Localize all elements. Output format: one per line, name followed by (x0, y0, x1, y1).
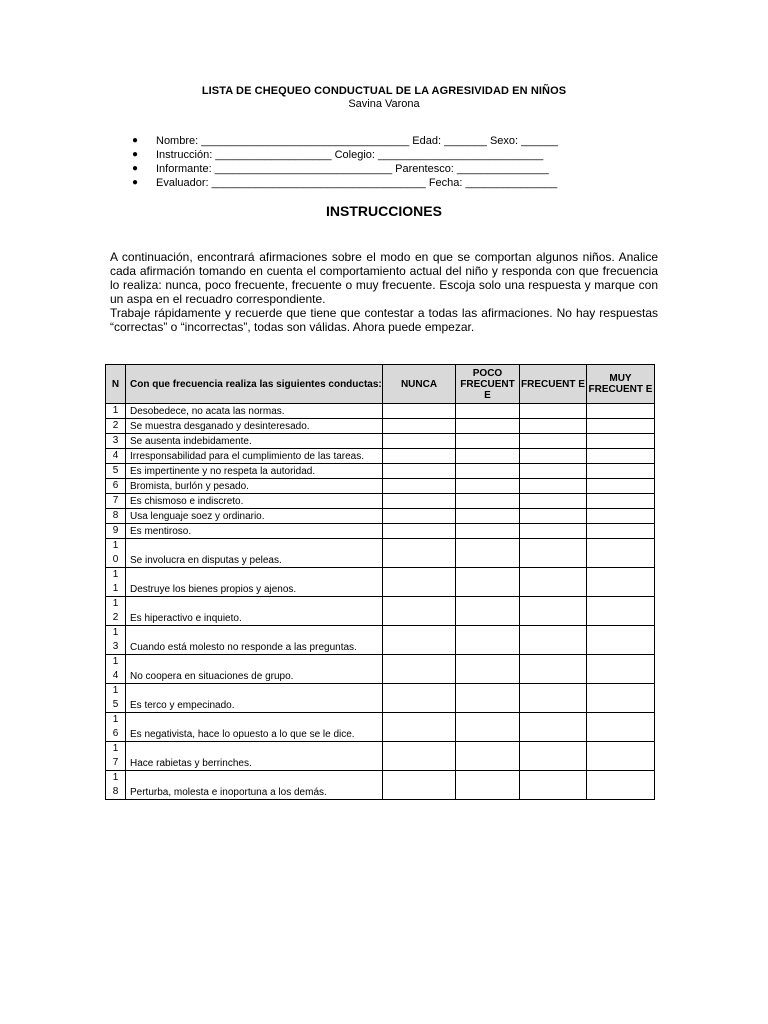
row-conduct: Bromista, burlón y pesado. (126, 479, 383, 494)
row-number: 13 (106, 626, 126, 655)
answer-box-muy-frecuente[interactable] (587, 713, 655, 742)
row-conduct: Destruye los bienes propios y ajenos. (126, 568, 383, 597)
answer-box-poco-frecuente[interactable] (456, 449, 520, 464)
answer-box-poco-frecuente[interactable] (456, 464, 520, 479)
answer-box-muy-frecuente[interactable] (587, 684, 655, 713)
row-conduct: Irresponsabilidad para el cumplimiento de las tareas. (126, 449, 383, 464)
row-conduct: Se involucra en disputas y peleas. (126, 539, 383, 568)
answer-box-poco-frecuente[interactable] (456, 419, 520, 434)
answer-box-nunca[interactable] (383, 742, 456, 771)
table-row (106, 597, 655, 626)
answer-box-muy-frecuente[interactable] (587, 479, 655, 494)
row-number: 12 (106, 597, 126, 626)
row-conduct: Es negativista, hace lo opuesto a lo que se le dice. (126, 713, 383, 742)
header-poco-frecuente: POCO FRECUENT E (456, 365, 520, 404)
answer-box-muy-frecuente[interactable] (587, 597, 655, 626)
answer-box-nunca[interactable] (383, 449, 456, 464)
answer-box-frecuente[interactable] (520, 449, 587, 464)
document-author: Savina Varona (348, 98, 420, 110)
answer-box-poco-frecuente[interactable] (456, 494, 520, 509)
header-conduct: Con que frecuencia realiza las siguientes conductas: (126, 365, 383, 404)
answer-box-frecuente[interactable] (520, 434, 587, 449)
answer-box-nunca[interactable] (383, 434, 456, 449)
bullet-icon: ● (132, 135, 139, 146)
row-number: 6 (106, 479, 126, 494)
table-row (106, 539, 655, 568)
table-row (106, 626, 655, 655)
answer-box-poco-frecuente[interactable] (456, 524, 520, 539)
header-nunca: NUNCA (383, 365, 456, 404)
table-row (106, 404, 655, 419)
answer-box-nunca[interactable] (383, 626, 456, 655)
instructions-paragraph-1: A continuación, encontrará afirmaciones sobre el modo en que se comportan algunos niños. Analice cada afirmación tomando en cuenta el comportamiento actual del niño y responda con que frecuencia lo realiza: nunca, poco frecuente, frecuente o muy frecuente. Escoja solo una respuesta y marque con un aspa en el recuadro correspondiente. (110, 250, 658, 306)
answer-box-muy-frecuente[interactable] (587, 655, 655, 684)
row-conduct: Cuando está molesto no responde a las preguntas. (126, 626, 383, 655)
row-number: 2 (106, 419, 126, 434)
table-row (106, 479, 655, 494)
table-row (106, 524, 655, 539)
answer-box-nunca[interactable] (383, 713, 456, 742)
table-row (106, 509, 655, 524)
answer-box-muy-frecuente[interactable] (587, 449, 655, 464)
field-evaluador: ● Evaluador: ___________________________________ Fecha: _______________ (132, 177, 558, 189)
row-number: 1 (106, 404, 126, 419)
table-row (106, 655, 655, 684)
row-number: 17 (106, 742, 126, 771)
answer-box-poco-frecuente[interactable] (456, 568, 520, 597)
table-row (106, 684, 655, 713)
row-number: 8 (106, 509, 126, 524)
answer-box-poco-frecuente[interactable] (456, 713, 520, 742)
header-frecuente: FRECUENT E (520, 365, 587, 404)
table-header-row (106, 365, 655, 404)
row-conduct: Es terco y empecinado. (126, 684, 383, 713)
answer-box-frecuente[interactable] (520, 509, 587, 524)
row-number: 3 (106, 434, 126, 449)
answer-box-poco-frecuente[interactable] (456, 434, 520, 449)
row-number: 16 (106, 713, 126, 742)
answer-box-muy-frecuente[interactable] (587, 626, 655, 655)
answer-box-poco-frecuente[interactable] (456, 655, 520, 684)
answer-box-muy-frecuente[interactable] (587, 494, 655, 509)
answer-box-muy-frecuente[interactable] (587, 524, 655, 539)
table-row (106, 742, 655, 771)
document-title: LISTA DE CHEQUEO CONDUCTUAL DE LA AGRESIVIDAD EN NIÑOS (201, 85, 567, 97)
table-row (106, 449, 655, 464)
answer-box-poco-frecuente[interactable] (456, 742, 520, 771)
answer-box-muy-frecuente[interactable] (587, 568, 655, 597)
instructions-heading: INSTRUCCIONES (326, 203, 442, 219)
row-number: 15 (106, 684, 126, 713)
answer-box-nunca[interactable] (383, 494, 456, 509)
row-number: 9 (106, 524, 126, 539)
instructions-paragraph-2: Trabaje rápidamente y recuerde que tiene que contestar a todas las afirmaciones. No hay respuestas “correctas” o “incorrectas”, todas son válidas. Ahora puede empezar. (110, 306, 658, 334)
answer-box-nunca[interactable] (383, 479, 456, 494)
row-conduct: Perturba, molesta e inoportuna a los demás. (126, 771, 383, 800)
answer-box-frecuente[interactable] (520, 524, 587, 539)
answer-box-nunca[interactable] (383, 509, 456, 524)
answer-box-poco-frecuente[interactable] (456, 626, 520, 655)
answer-box-frecuente[interactable] (520, 568, 587, 597)
row-conduct: Es impertinente y no respeta la autoridad. (126, 464, 383, 479)
bullet-icon: ● (132, 177, 139, 188)
answer-box-nunca[interactable] (383, 524, 456, 539)
header-n: N (106, 365, 126, 404)
row-conduct: No coopera en situaciones de grupo. (126, 655, 383, 684)
table-row (106, 494, 655, 509)
answer-box-frecuente[interactable] (520, 494, 587, 509)
row-number: 18 (106, 771, 126, 800)
bullet-icon: ● (132, 149, 139, 160)
answer-box-nunca[interactable] (383, 655, 456, 684)
table-row (106, 434, 655, 449)
row-conduct: Se ausenta indebidamente. (126, 434, 383, 449)
row-number: 14 (106, 655, 126, 684)
answer-box-poco-frecuente[interactable] (456, 509, 520, 524)
answer-box-poco-frecuente[interactable] (456, 771, 520, 800)
row-number: 11 (106, 568, 126, 597)
bullet-icon: ● (132, 163, 139, 174)
table-row (106, 568, 655, 597)
field-informante: ● Informante: _____________________________ Parentesco: _______________ (132, 163, 549, 175)
answer-box-frecuente[interactable] (520, 597, 587, 626)
answer-box-frecuente[interactable] (520, 742, 587, 771)
answer-box-frecuente[interactable] (520, 479, 587, 494)
answer-box-muy-frecuente[interactable] (587, 434, 655, 449)
answer-box-frecuente[interactable] (520, 713, 587, 742)
answer-box-poco-frecuente[interactable] (456, 479, 520, 494)
row-conduct: Hace rabietas y berrinches. (126, 742, 383, 771)
answer-box-frecuente[interactable] (520, 539, 587, 568)
table-row (106, 771, 655, 800)
answer-box-poco-frecuente[interactable] (456, 404, 520, 419)
answer-box-nunca[interactable] (383, 568, 456, 597)
row-conduct: Es mentiroso. (126, 524, 383, 539)
answer-box-nunca[interactable] (383, 597, 456, 626)
row-number: 10 (106, 539, 126, 568)
answer-box-muy-frecuente[interactable] (587, 509, 655, 524)
answer-box-frecuente[interactable] (520, 655, 587, 684)
answer-box-frecuente[interactable] (520, 771, 587, 800)
row-conduct: Usa lenguaje soez y ordinario. (126, 509, 383, 524)
table-body (106, 404, 655, 800)
answer-box-poco-frecuente[interactable] (456, 539, 520, 568)
answer-box-frecuente[interactable] (520, 404, 587, 419)
row-number: 7 (106, 494, 126, 509)
answer-box-muy-frecuente[interactable] (587, 539, 655, 568)
answer-box-nunca[interactable] (383, 404, 456, 419)
answer-box-muy-frecuente[interactable] (587, 464, 655, 479)
respondent-fields (132, 134, 558, 190)
answer-box-muy-frecuente[interactable] (587, 771, 655, 800)
row-number: 4 (106, 449, 126, 464)
table-row (106, 713, 655, 742)
answer-box-poco-frecuente[interactable] (456, 684, 520, 713)
answer-box-frecuente[interactable] (520, 419, 587, 434)
table-row (106, 419, 655, 434)
answer-box-muy-frecuente[interactable] (587, 404, 655, 419)
answer-box-frecuente[interactable] (520, 464, 587, 479)
checklist-table (105, 364, 655, 800)
table-row (106, 464, 655, 479)
row-conduct: Es chismoso e indiscreto. (126, 494, 383, 509)
answer-box-nunca[interactable] (383, 771, 456, 800)
answer-box-muy-frecuente[interactable] (587, 742, 655, 771)
row-number: 5 (106, 464, 126, 479)
header-muy-frecuente: MUY FRECUENT E (587, 365, 655, 404)
row-conduct: Es hiperactivo e inquieto. (126, 597, 383, 626)
answer-box-muy-frecuente[interactable] (587, 419, 655, 434)
answer-box-frecuente[interactable] (520, 684, 587, 713)
row-conduct: Desobedece, no acata las normas. (126, 404, 383, 419)
answer-box-frecuente[interactable] (520, 626, 587, 655)
answer-box-nunca[interactable] (383, 539, 456, 568)
row-conduct: Se muestra desganado y desinteresado. (126, 419, 383, 434)
answer-box-nunca[interactable] (383, 419, 456, 434)
field-nombre: ● Nombre: __________________________________ Edad: _______ Sexo: ______ (132, 135, 558, 147)
field-instruccion: ● Instrucción: ___________________ Colegio: ___________________________ (132, 149, 544, 161)
answer-box-nunca[interactable] (383, 464, 456, 479)
answer-box-nunca[interactable] (383, 684, 456, 713)
answer-box-poco-frecuente[interactable] (456, 597, 520, 626)
